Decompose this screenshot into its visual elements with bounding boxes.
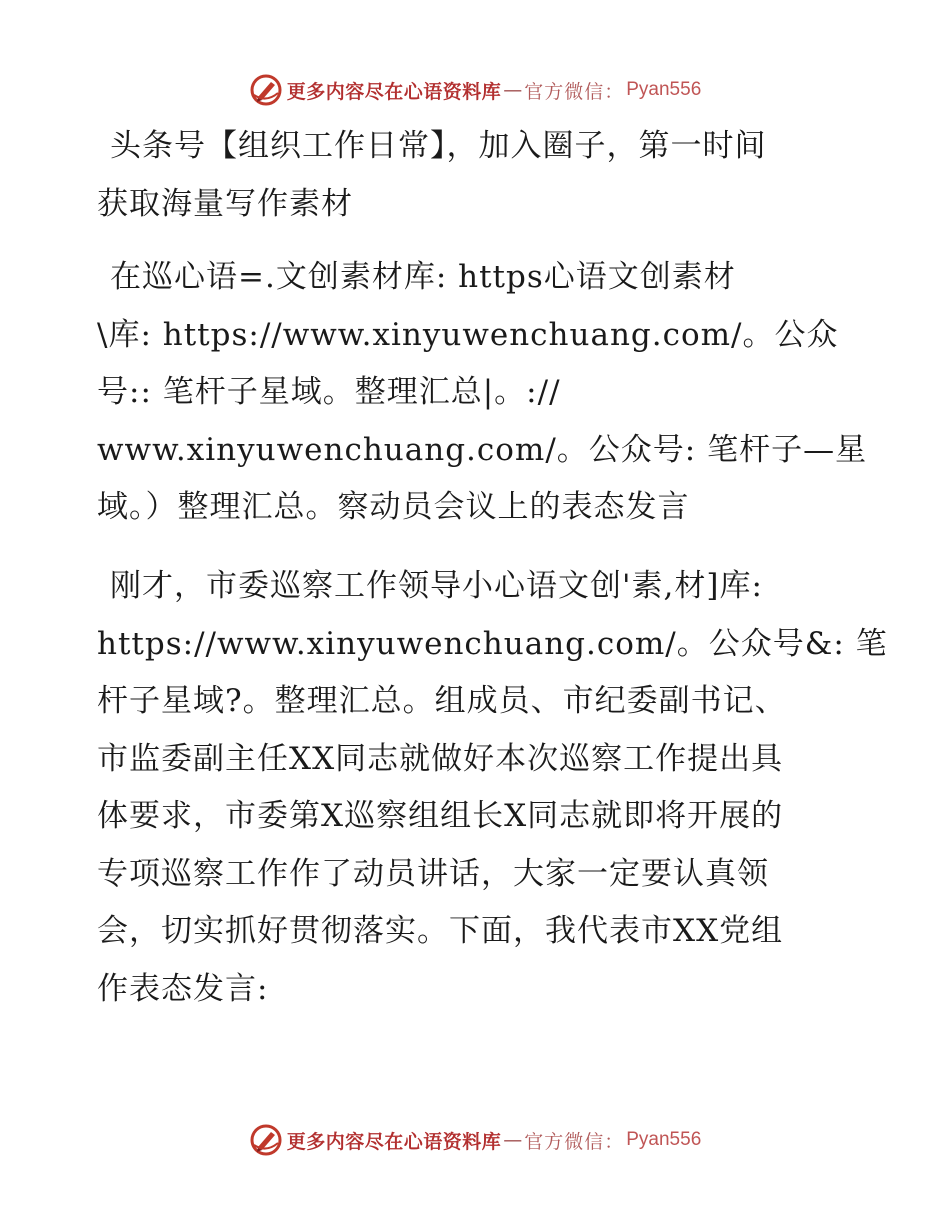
text-line: https://www.xinyuwenchuang.com/。公众号&: 笔 — [97, 625, 888, 662]
banner-dash: — — [503, 79, 523, 101]
banner-wechat-id: Pyan556 — [626, 79, 702, 100]
footer-banner — [0, 1120, 950, 1160]
text-line: 号:: 笔杆子星域。整理汇总|。:// — [97, 374, 561, 410]
header-banner — [0, 70, 950, 110]
banner-dash: — — [503, 1129, 523, 1151]
paragraph-source — [97, 249, 868, 537]
banner-wechat-label: 官方微信： — [524, 80, 625, 103]
text-line: \库: https://www.xinyuwenchuang.com/。公众 — [97, 316, 839, 353]
text-line: 头条号【组织工作日常】，加入圈子，第一时间 — [110, 128, 767, 164]
pen-logo-icon — [249, 1123, 283, 1157]
text-line: www.xinyuwenchuang.com/。公众号: 笔杆子—星 — [97, 431, 868, 468]
text-line: 刚才，市委巡察工作领导小心语文创'素,材]库: — [110, 568, 763, 604]
text-line: 体要求，市委第X巡察组组长X同志就即将开展的 — [97, 798, 784, 834]
text-line: 会，切实抓好贯彻落实。下面，我代表市XX党组 — [97, 913, 784, 949]
text-line: 作表态发言: — [97, 970, 269, 1007]
text-line: 在巡心语=.文创素材库: https心语文创素材 — [110, 259, 736, 295]
banner-main-text: 更多内容尽在心语资料库 — [286, 1130, 502, 1153]
text-line: 市监委副主任XX同志就做好本次巡察工作提出具 — [97, 740, 784, 777]
pen-logo-icon — [249, 73, 283, 107]
banner-main-text: 更多内容尽在心语资料库 — [286, 80, 502, 103]
paragraph-intro — [97, 118, 857, 233]
text-line: 杆子星域?。整理汇总。组成员、市纪委副书记、 — [97, 683, 787, 719]
text-line: 获取海量写作素材 — [97, 185, 353, 222]
text-line: 域。）整理汇总。察动员会议上的表态发言 — [97, 489, 690, 525]
banner-wechat-id: Pyan556 — [626, 1129, 702, 1150]
paragraph-body — [97, 558, 888, 1018]
banner-wechat-label: 官方微信： — [524, 1130, 625, 1153]
text-line: 专项巡察工作作了动员讲话，大家一定要认真领 — [97, 855, 769, 892]
